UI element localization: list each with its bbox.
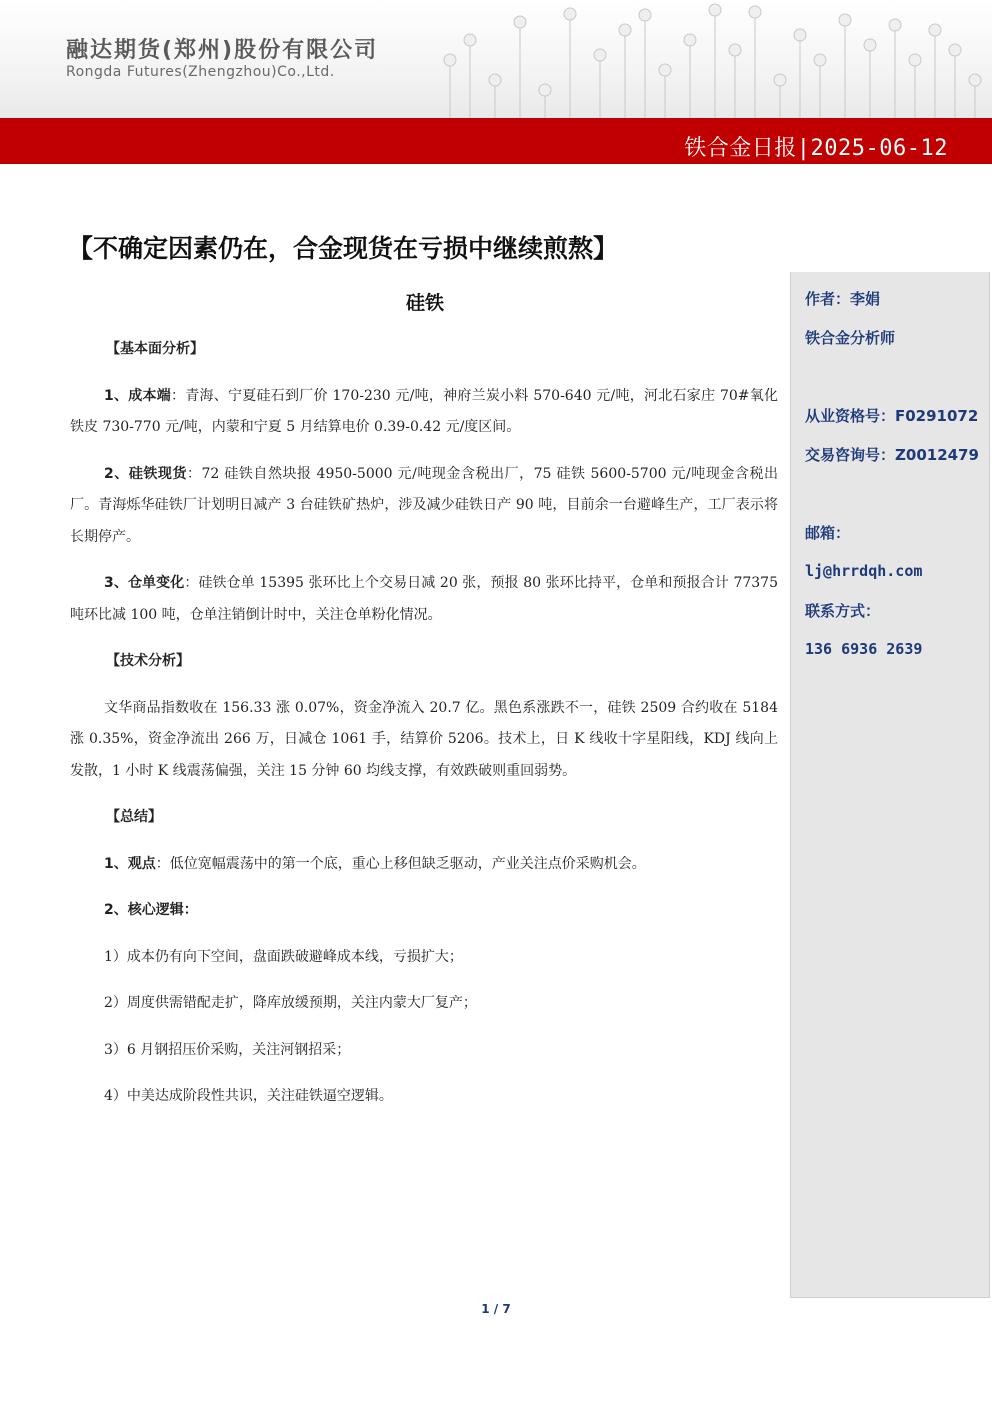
spot-paragraph bbox=[70, 459, 778, 554]
view-label: 1、观点 bbox=[104, 855, 156, 872]
cost-paragraph bbox=[70, 381, 778, 444]
email-label: 邮箱： bbox=[805, 524, 851, 542]
technical-paragraph: 文华商品指数收在 156.33 涨 0.07%，资金净流入 20.7 亿。黑色系涨跌不一，硅铁 2509 合约收在 5184 涨 0.35%，资金净流出 266 万，日减仓 1061 手，结算价 5206。技术上，日 K 线收十字星阳线，KDJ 线向上发散，1 小时 K 线震荡偏强，关注 15 分钟 60 均线支撑，有效跌破则重回弱势。 bbox=[70, 699, 778, 779]
warrant-text: ：硅铁仓单 15395 张环比上个交易日减 20 张，预报 80 张环比持平，仓单和预报合计 77375 吨环比减 100 吨，仓单注销倒计时中，关注仓单粉化情况。 bbox=[70, 575, 778, 623]
summary-heading: 【总结】 bbox=[106, 809, 162, 825]
page-header bbox=[0, 0, 992, 118]
author-sidebar bbox=[790, 272, 990, 1298]
page-subtitle: 硅铁 bbox=[405, 292, 444, 314]
spot-label: 2、硅铁现货 bbox=[104, 465, 187, 482]
page-title: 【不确定因素仍在，合金现货在亏损中继续煎熬】 bbox=[68, 234, 619, 263]
view-text: ：低位宽幅震荡中的第一个底，重心上移但缺乏驱动，产业关注点价采购机会。 bbox=[155, 855, 646, 872]
logic-heading bbox=[70, 895, 778, 927]
author-name: 作者：李娟 bbox=[805, 290, 881, 308]
fundamentals-heading: 【基本面分析】 bbox=[106, 341, 204, 357]
phone-number: 136 6936 2639 bbox=[805, 640, 923, 658]
warrant-paragraph bbox=[70, 568, 778, 631]
warrant-label: 3、仓单变化 bbox=[104, 575, 185, 591]
company-name-cn: 融达期货(郑州)股份有限公司 bbox=[66, 38, 379, 63]
author-role: 铁合金分析师 bbox=[805, 329, 896, 347]
spot-text: ：72 硅铁自然块报 4950-5000 元/吨现金含税出厂，75 硅铁 5600-5700 元/吨现金含税出厂。青海烁华硅铁厂计划明日减产 3 台硅铁矿热炉，涉及减少硅铁日产 90 吨，目前余一台避峰生产，工厂表示将长期停产。 bbox=[70, 465, 778, 545]
logic-item: 1）成本仍有向下空间，盘面跌破避峰成本线，亏损扩大； bbox=[104, 948, 463, 965]
logic-label: 2、核心逻辑： bbox=[104, 902, 198, 918]
consult-number: 交易咨询号：Z0012479 bbox=[805, 446, 979, 464]
contact-label: 联系方式： bbox=[805, 602, 881, 620]
page-number: 1 / 7 bbox=[481, 1302, 511, 1316]
qualification-number: 从业资格号：F0291072 bbox=[805, 407, 979, 425]
report-body bbox=[70, 334, 778, 1113]
email-link[interactable]: lj@hrrdqh.com bbox=[805, 562, 923, 580]
cost-text: ：青海、宁夏硅石到厂价 170-230 元/吨，神府兰炭小料 570-640 元/吨，河北石家庄 70#氧化铁皮 730-770 元/吨，内蒙和宁夏 5 月结算电价 0.39-0.42 元/度区间。 bbox=[70, 387, 778, 435]
report-title: 铁合金日报|2025-06-12 bbox=[684, 136, 948, 161]
view-paragraph bbox=[70, 849, 778, 881]
logic-item: 2）周度供需错配走扩，降库放缓预期，关注内蒙大厂复产； bbox=[104, 995, 477, 1011]
company-name-en: Rongda Futures(Zhengzhou)Co.,Ltd. bbox=[66, 64, 335, 80]
cost-label: 1、成本端 bbox=[104, 387, 172, 404]
logic-item: 4）中美达成阶段性共识，关注硅铁逼空逻辑。 bbox=[104, 1088, 393, 1104]
logic-item: 3）6 月钢招压价采购，关注河钢招采； bbox=[104, 1041, 351, 1058]
technical-heading: 【技术分析】 bbox=[106, 653, 190, 669]
